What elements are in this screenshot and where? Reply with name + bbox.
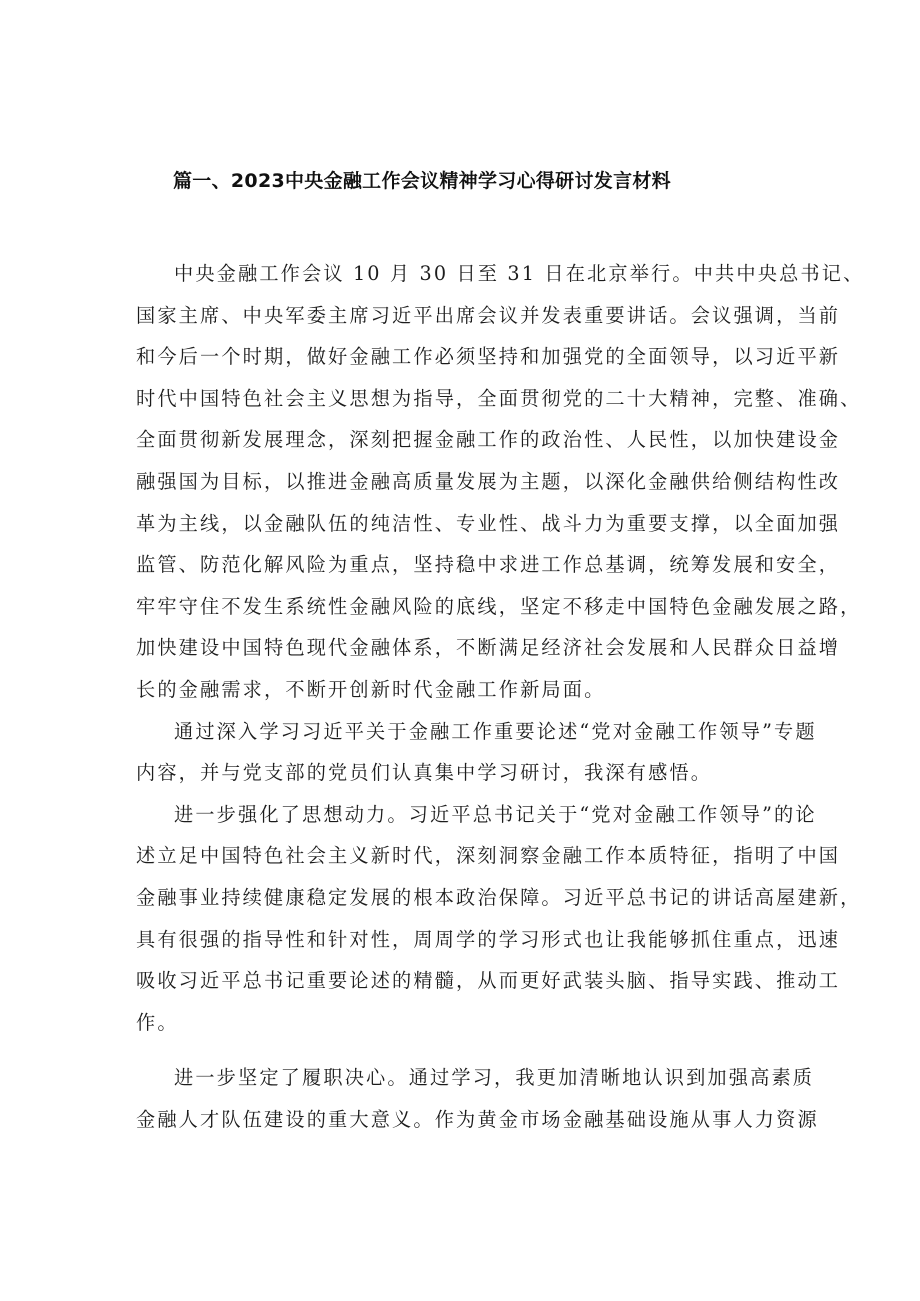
- paragraph-line: 全面贯彻新发展理念，深刻把握金融工作的政治性、人民性，以加快建设金: [136, 428, 841, 452]
- paragraph-1: [136, 262, 865, 720]
- paragraph-line: 具有很强的指导性和针对性，周周学的学习形式也让我能够抓住重点，迅速: [136, 927, 841, 951]
- paragraph-line: 国家主席、中央军委主席习近平出席会议并发表重要讲话。会议强调，当前: [136, 303, 841, 327]
- paragraph-line: 进一步强化了思想动力。习近平总书记关于“党对金融工作领导”的论: [174, 802, 817, 826]
- paragraph-line: 吸收习近平总书记重要论述的精髓，从而更好武装头脑、指导实践、推动工: [136, 969, 841, 993]
- paragraph-line: 和今后一个时期，做好金融工作必须坚持和加强党的全面领导，以习近平新: [136, 345, 841, 369]
- paragraph-line: 金融事业持续健康稳定发展的根本政治保障。习近平总书记的讲话高屋建新，: [136, 885, 862, 909]
- paragraph-line: 时代中国特色社会主义思想为指导，全面贯彻党的二十大精神，完整、准确、: [136, 386, 862, 410]
- paragraph-line: 通过深入学习习近平关于金融工作重要论述“党对金融工作领导”专题: [174, 719, 817, 743]
- paragraph-line: 述立足中国特色社会主义新时代，深刻洞察金融工作本质特征，指明了中国: [136, 844, 841, 868]
- paragraph-line: 内容，并与党支部的党员们认真集中学习研讨，我深有感悟。: [136, 761, 713, 785]
- paragraph-spacer: [136, 1052, 796, 1066]
- paragraph-line: 中央金融工作会议 10 月 30 日至 31 日在北京举行。中共中央总书记、: [174, 262, 865, 285]
- document-body: [136, 262, 865, 1149]
- paragraph-line: 加快建设中国特色现代金融体系，不断满足经济社会发展和人民群众日益增: [136, 636, 841, 660]
- paragraph-line: 作。: [136, 1010, 179, 1034]
- paragraph-3: [136, 802, 862, 1053]
- paragraph-line: 革为主线，以金融队伍的纯洁性、专业性、战斗力为重要支撑，以全面加强: [136, 511, 841, 535]
- paragraph-4: [136, 1066, 819, 1149]
- document-title: 篇一、2023中央金融工作会议精神学习心得研讨发言材料: [173, 170, 671, 192]
- paragraph-2: [136, 719, 817, 803]
- paragraph-line: 牢牢守住不发生系统性金融风险的底线，坚定不移走中国特色金融发展之路，: [136, 594, 862, 618]
- paragraph-line: 监管、防范化解风险为重点，坚持稳中求进工作总基调，统筹发展和安全，: [136, 553, 841, 577]
- paragraph-line: 进一步坚定了履职决心。通过学习，我更加清晰地认识到加强高素质: [174, 1066, 815, 1090]
- paragraph-line: 金融人才队伍建设的重大意义。作为黄金市场金融基础设施从事人力资源: [136, 1107, 819, 1131]
- paragraph-line: 长的金融需求，不断开创新时代金融工作新局面。: [136, 677, 606, 701]
- paragraph-line: 融强国为目标，以推进金融高质量发展为主题，以深化金融供给侧结构性改: [136, 469, 841, 493]
